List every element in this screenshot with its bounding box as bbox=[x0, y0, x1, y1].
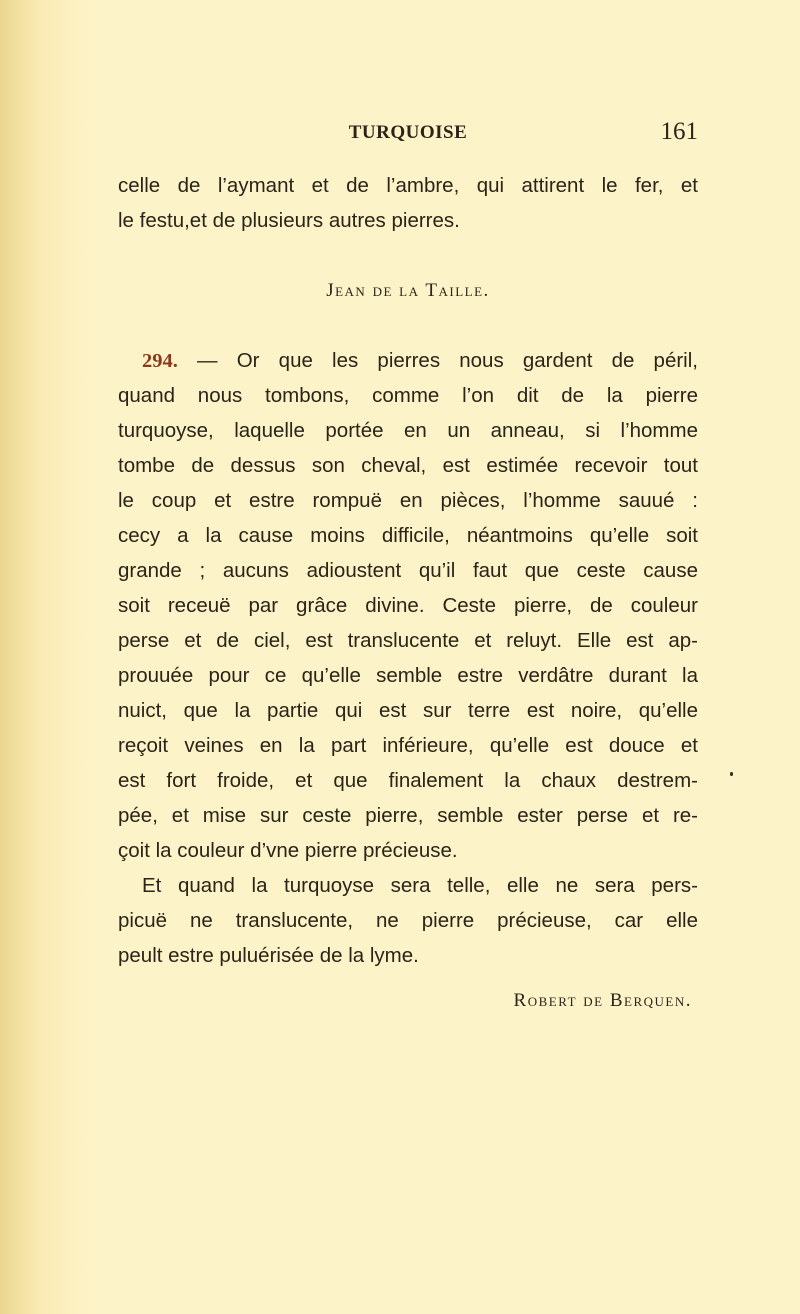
text-line: peult estre puluérisée de la lyme. bbox=[118, 944, 419, 967]
text-line: reçoit veines en la part inférieure, qu’elle est douce et bbox=[118, 734, 698, 757]
body-text bbox=[118, 168, 698, 1018]
entry-number: 294. bbox=[142, 350, 178, 372]
text-line: cecy a la cause moins difficile, néantmoins qu’elle soit bbox=[118, 524, 698, 547]
text-line: turquoyse, laquelle portée en un anneau, si l’homme bbox=[118, 419, 698, 442]
text-line: soit receuë par grâce divine. Ceste pierre, de couleur bbox=[118, 594, 698, 617]
text-line: tombe de dessus son cheval, est estimée recevoir tout bbox=[118, 454, 698, 477]
author-signature: Jean de la Taille. bbox=[326, 280, 490, 301]
author-signature: Robert de Berquen. bbox=[513, 990, 692, 1011]
text-line: celle de l’aymant et de l’ambre, qui attirent le fer, et bbox=[118, 174, 698, 197]
text-line: nuict, que la partie qui est sur terre est noire, qu’elle bbox=[118, 699, 698, 722]
page-number: 161 bbox=[660, 118, 698, 145]
running-title: TURQUOISE bbox=[348, 122, 468, 143]
ink-speck bbox=[730, 772, 733, 776]
text-line: grande ; aucuns adioustent qu’il faut que ceste cause bbox=[118, 559, 698, 582]
entry-first-line bbox=[118, 343, 698, 378]
text-line: prouuée pour ce qu’elle semble estre verdâtre durant la bbox=[118, 664, 698, 687]
running-head bbox=[118, 118, 698, 158]
text-line: Et quand la turquoyse sera telle, elle ne sera pers- bbox=[142, 874, 698, 897]
text-line: çoit la couleur d’vne pierre précieuse. bbox=[118, 839, 458, 862]
text-line: le festu,et de plusieurs autres pierres. bbox=[118, 209, 460, 232]
text-line: — Or que les pierres nous gardent de péril, bbox=[177, 349, 698, 372]
text-line: quand nous tombons, comme l’on dit de la pierre bbox=[118, 384, 698, 407]
text-line: perse et de ciel, est translucente et reluyt. Elle est ap- bbox=[118, 629, 698, 652]
text-line: le coup et estre rompuë en pièces, l’homme sauué : bbox=[118, 489, 698, 512]
text-line: est fort froide, et que finalement la chaux destrem- bbox=[118, 769, 698, 792]
text-line: pée, et mise sur ceste pierre, semble ester perse et re- bbox=[118, 804, 698, 827]
text-line: picuë ne translucente, ne pierre précieuse, car elle bbox=[118, 909, 698, 932]
